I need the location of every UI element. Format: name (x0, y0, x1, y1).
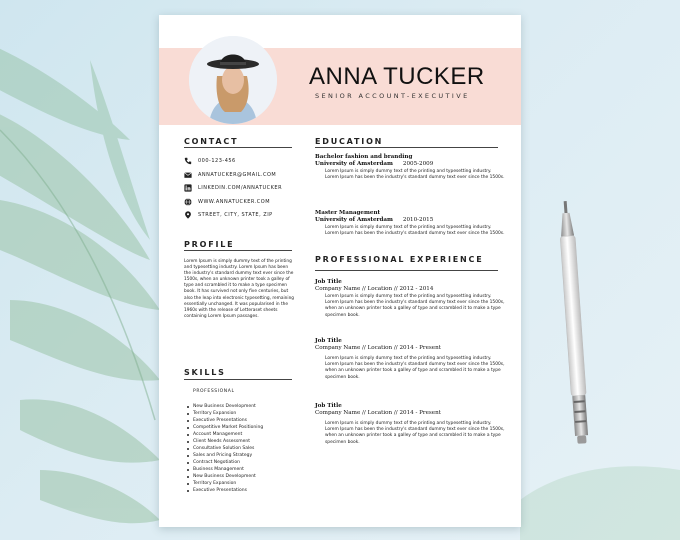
candidate-title: SENIOR ACCOUNT-EXECUTIVE (315, 92, 470, 100)
education-rule (315, 147, 498, 148)
job-title: Job Title (315, 338, 342, 344)
skill-item: New Business Development (185, 473, 295, 480)
skill-item: Business Management (185, 466, 295, 473)
education-degree: Bachelor fashion and branding (315, 154, 413, 160)
job-company-line: Company Name // Location // 2014 - Present (315, 410, 441, 416)
phone-icon (184, 157, 192, 165)
profile-rule (184, 250, 292, 251)
skill-item: Territory Expansion (185, 480, 295, 487)
contact-website-text: WWW.ANNATUCKER.COM (198, 198, 271, 205)
profile-heading: PROFILE (184, 240, 235, 249)
experience-rule (315, 270, 498, 271)
linkedin-icon (184, 184, 192, 192)
contact-phone (184, 156, 294, 166)
contact-linkedin-text: LINKEDIN.COM/ANNATUCKER (198, 185, 283, 191)
candidate-name: ANNA TUCKER (309, 63, 485, 90)
education-description: Lorem Ipsum is simply dummy text of the printing and typesetting industry. Lorem Ipsum has been the industry's standard dummy text ever since the 1500s. (325, 169, 505, 181)
skill-item: Executive Presentations (185, 417, 295, 424)
contact-email (184, 170, 294, 180)
contact-website (184, 197, 294, 207)
contact-linkedin (184, 183, 294, 193)
job-entry (315, 338, 505, 381)
education-years: 2010-2015 (402, 217, 434, 223)
skill-item: Competitive Market Positioning (185, 424, 295, 431)
contact-rule (184, 147, 292, 148)
skills-heading: SKILLS (184, 368, 226, 377)
education-years: 2005-2009 (402, 161, 434, 167)
job-entry (315, 403, 505, 446)
experience-heading: PROFESSIONAL EXPERIENCE (315, 255, 484, 264)
education-degree: Master Management (315, 210, 381, 216)
contact-email-text: ANNATUCKER@GMAIL.COM (198, 171, 277, 178)
job-company-line: Company Name // Location // 2014 - Present (315, 345, 441, 351)
location-pin-icon (184, 211, 192, 219)
skill-item: New Business Development (185, 403, 295, 410)
skill-item: Contract Negotiation (185, 459, 295, 466)
job-description: Lorem Ipsum is simply dummy text of the printing and typesetting industry. Lorem Ipsum has been the industry's standard dummy text ever since the 1500s, when an unknown printer took a galley of type and scrambled it to make a type specimen book. (325, 294, 505, 318)
education-school-line (315, 161, 505, 168)
job-description: Lorem Ipsum is simply dummy text of the printing and typesetting industry. Lorem Ipsum has been the industry's standard dummy text ever since the 1500s, when an unknown printer took a galley of type and scrambled it to make a type specimen book. (325, 421, 505, 445)
job-description: Lorem Ipsum is simply dummy text of the printing and typesetting industry. Lorem Ipsum has been the industry's standard dummy text ever since the 1500s, when an unknown printer took a galley of type and scrambled it to make a type specimen book. (325, 356, 505, 380)
skill-item: Account Management (185, 431, 295, 438)
skills-list (185, 403, 295, 494)
profile-text: Lorem Ipsum is simply dummy text of the printing and typesetting industry. Lorem Ipsum has been the industry's standard dummy text ever since the 1500s, when an unknown printer took a galley of type and scrambled it to make a type specimen book. It has survived not only five centuries, but also the leap into electronic typesetting, remaining essentially unchanged. It was popularised in the 1960s with the release of Letteraset sheets containing Lorem Ipsum passages. (184, 259, 295, 319)
email-icon (184, 171, 192, 179)
profile-photo (189, 36, 277, 124)
skill-item: Consultative Solution Sales (185, 445, 295, 452)
skill-item: Sales and Pricing Strategy (185, 452, 295, 459)
skill-item: Client Needs Assessment (185, 438, 295, 445)
job-entry (315, 279, 505, 319)
education-school-line (315, 217, 505, 224)
job-title: Job Title (315, 279, 342, 285)
job-company-line: Company Name // Location // 2012 - 2014 (315, 286, 434, 292)
contact-address-text: STREET, CITY, STATE, ZIP (198, 212, 273, 218)
skills-category: PROFESSIONAL (193, 389, 235, 394)
education-school: University of Amsterdam (315, 217, 393, 223)
education-heading: EDUCATION (315, 137, 384, 146)
globe-icon (184, 198, 192, 206)
education-entry (315, 154, 505, 181)
education-description: Lorem Ipsum is simply dummy text of the printing and typesetting industry. Lorem Ipsum has been the industry's standard dummy text ever since the 1500s. (325, 225, 505, 237)
education-entry (315, 210, 505, 237)
contact-heading: CONTACT (184, 137, 239, 146)
resume-page (159, 15, 521, 527)
job-title: Job Title (315, 403, 342, 409)
skill-item: Territory Expansion (185, 410, 295, 417)
skills-rule (184, 379, 292, 380)
education-school: University of Amsterdam (315, 161, 393, 167)
contact-phone-text: 000-123-456 (198, 158, 236, 164)
contact-address (184, 210, 294, 220)
skill-item: Executive Presentations (185, 487, 295, 494)
